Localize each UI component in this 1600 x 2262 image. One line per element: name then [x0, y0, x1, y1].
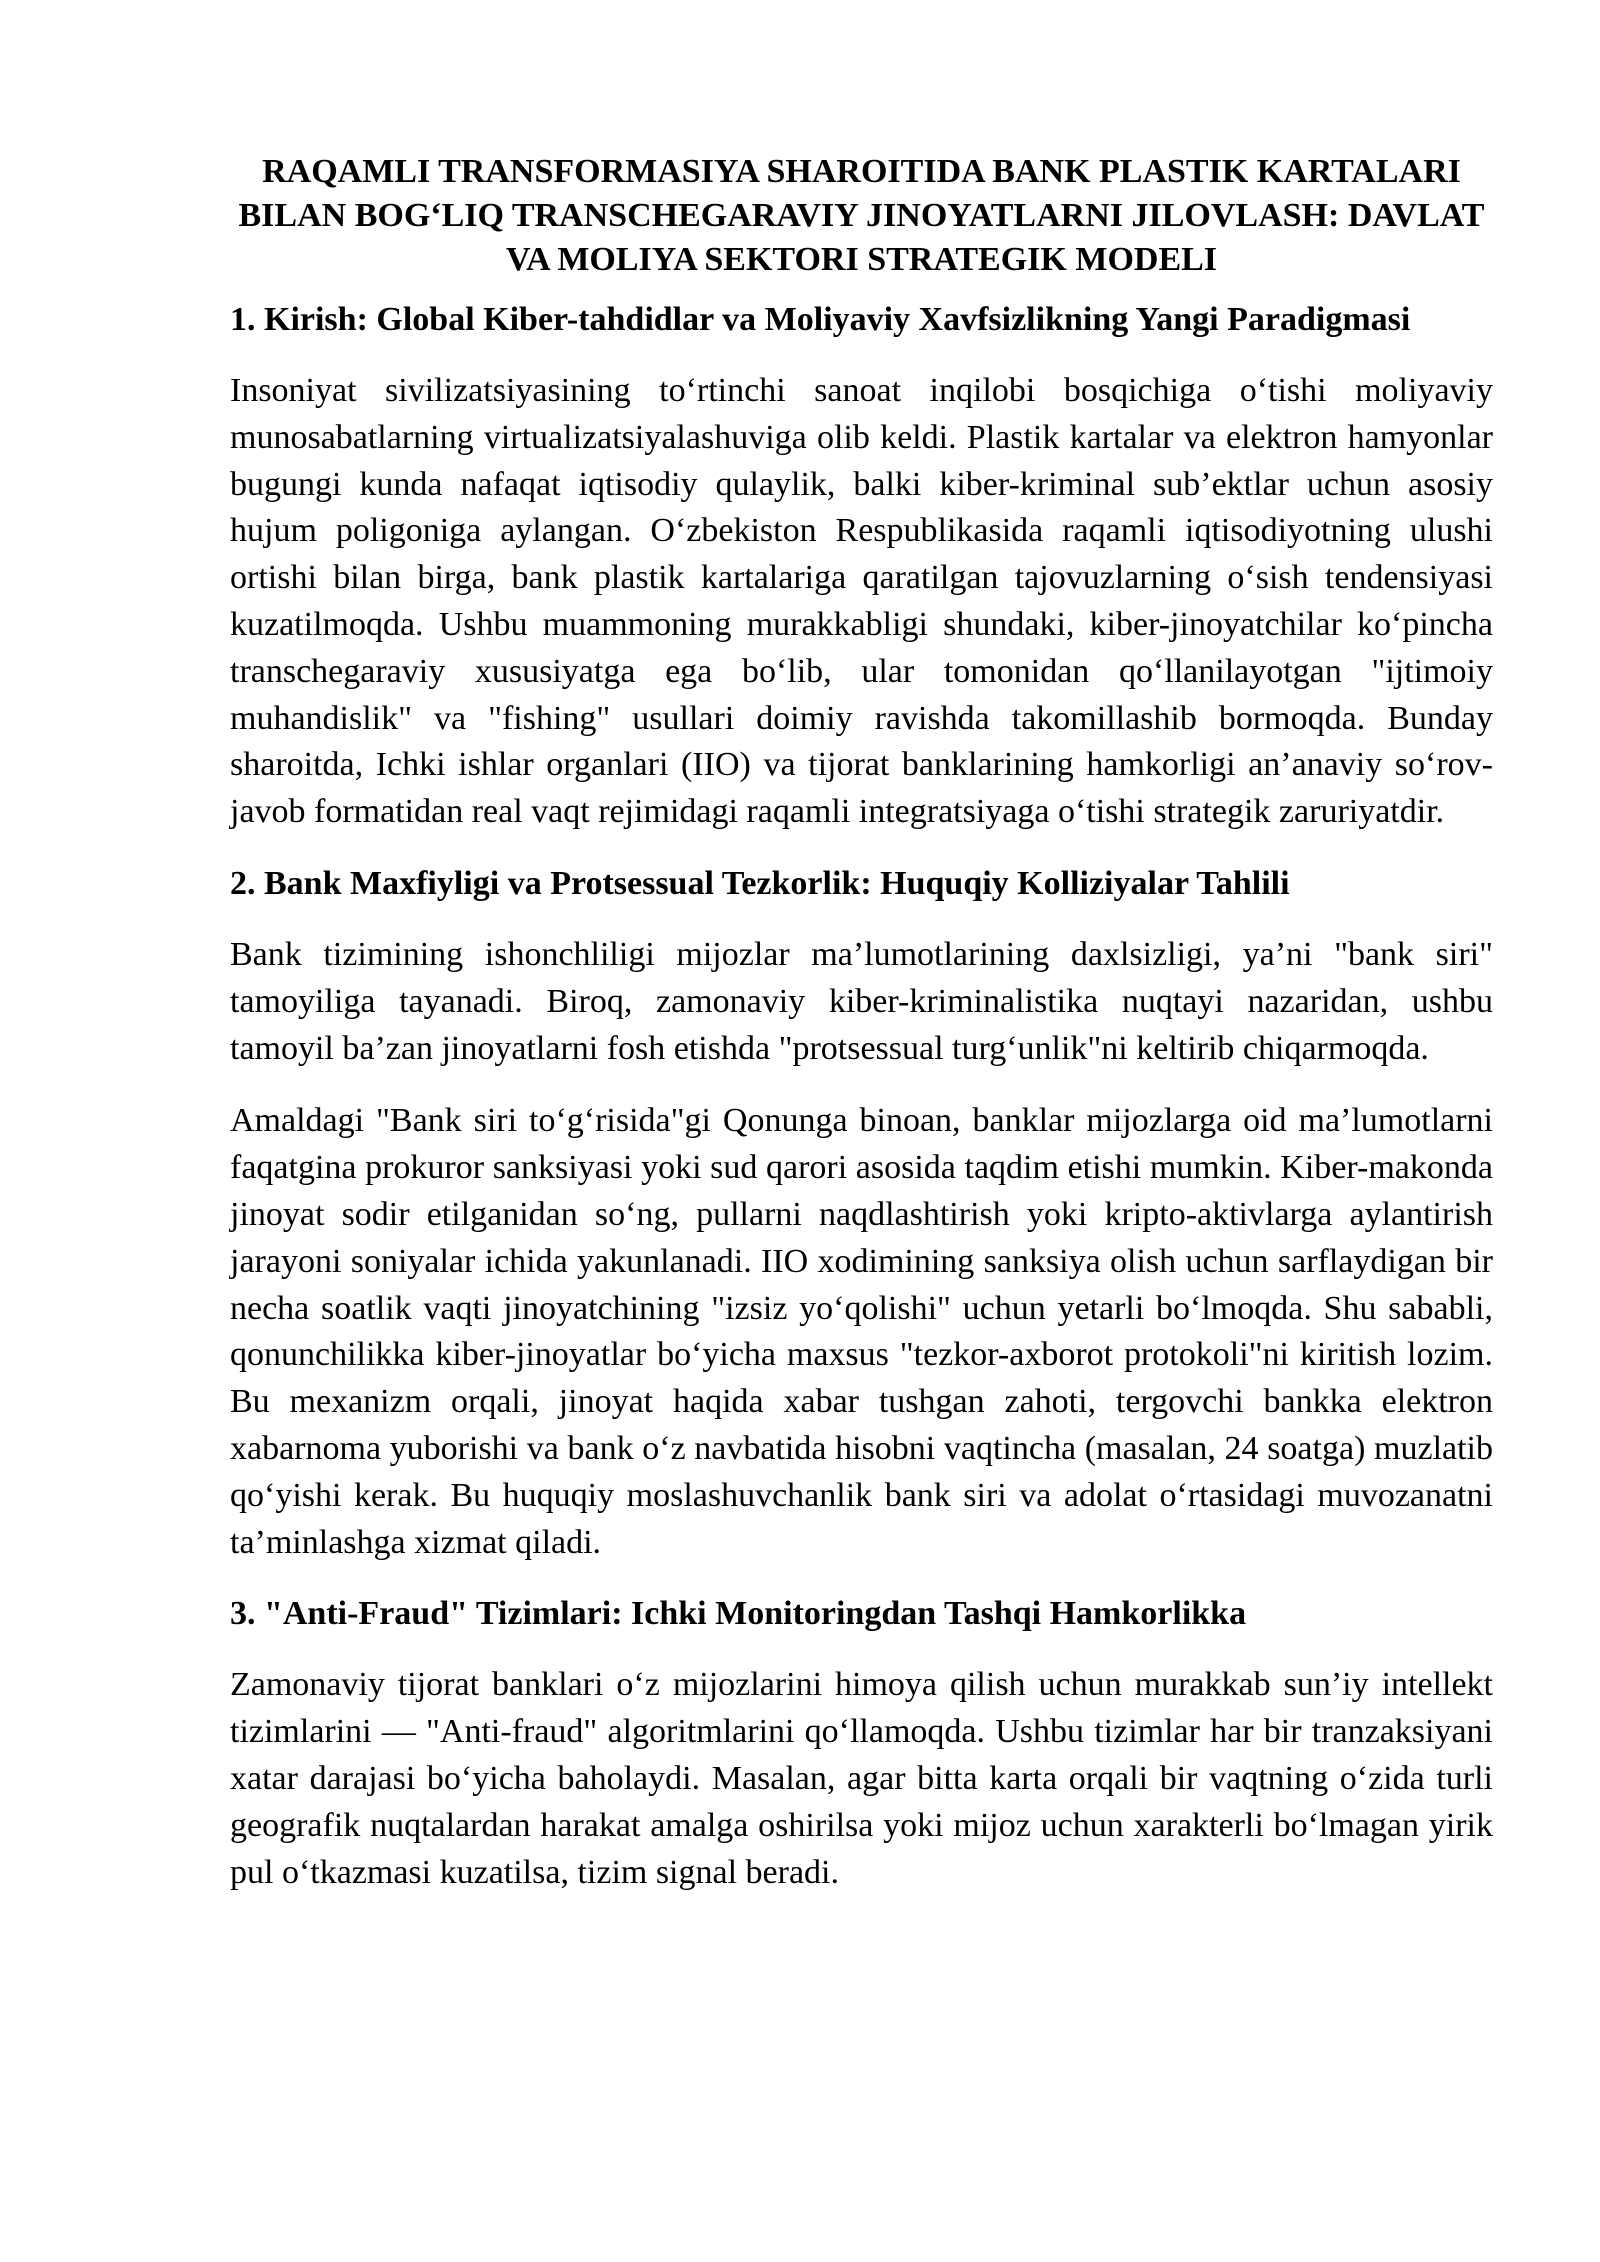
section-anti-fraud — [230, 1592, 1493, 1896]
section-heading: 1. Kirish: Global Kiber-tahdidlar va Moliyaviy Xavfsizlikning Yangi Paradigmasi — [230, 301, 1411, 338]
paragraph: Bank tizimining ishonchliligi mijozlar ma’lumotlarining daxlsizligi, ya’ni "bank siri" tamoyiliga tayanadi. Biroq, zamonaviy kiber-kriminalistika nuqtayi nazaridan, ushbu tamoyil ba’zan jinoyatlarni fosh etishda "protsessual turg‘unlik"ni keltirib chiqarmoqda. — [230, 935, 1493, 1067]
paragraph: Amaldagi "Bank siri to‘g‘risida"gi Qonunga binoan, banklar mijozlarga oid ma’lumotlarni faqatgina prokuror sanksiyasi yoki sud qarori asosida taqdim etishi mumkin. Kiber-makonda jinoyat sodir etilganidan so‘ng, pullarni naqdlashtirish yoki kripto-aktivlarga aylantirish jarayoni soniyalar ichida yakunlanadi. IIO xodimining sanksiya olish uchun sarflaydigan bir necha soatlik vaqti jinoyatchining "izsiz yo‘qolishi" uchun yetarli bo‘lmoqda. Shu sababli, qonunchilikka kiber-jinoyatlar bo‘yicha maxsus "tezkor-axborot protokoli"ni kiritish lozim. Bu mexanizm orqali, jinoyat haqida xabar tushgan zahoti, tergovchi bankka elektron xabarnoma yuborishi va bank o‘z navbatida hisobni vaqtincha (masalan, 24 soatga) muzlatib qo‘yishi kerak. Bu huquqiy moslashuvchanlik bank siri va adolat o‘rtasidagi muvozanatni ta’minlashga xizmat qiladi. — [230, 1102, 1493, 1561]
section-bank-secrecy — [230, 862, 1493, 1566]
section-introduction — [230, 298, 1493, 836]
paragraph: Zamonaviy tijorat banklari o‘z mijozlarini himoya qilish uchun murakkab sun’iy intellekt tizimlarini — "Anti-fraud" algoritmlarini qo‘llamoqda. Ushbu tizimlar har bir tranzaksiyani xatar darajasi bo‘yicha baholaydi. Masalan, agar bitta karta orqali bir vaqtning o‘zida turli geografik nuqtalardan harakat amalga oshirilsa yoki mijoz uchun xarakterli bo‘lmagan yirik pul o‘tkazmasi kuzatilsa, tizim signal beradi. — [230, 1666, 1493, 1891]
section-heading: 2. Bank Maxfiyligi va Protsessual Tezkorlik: Huquqiy Kolliziyalar Tahlili — [230, 864, 1290, 902]
paragraph: Insoniyat sivilizatsiyasining to‘rtinchi sanoat inqilobi bosqichiga o‘tishi moliyaviy munosabatlarning virtualizatsiyalashuviga olib keldi. Plastik kartalar va elektron hamyonlar bugungi kunda nafaqat iqtisodiy qulaylik, balki kiber-kriminal sub’ektlar uchun asosiy hujum poligoniga aylangan. O‘zbekiston Respublikasida raqamli iqtisodiyotning ulushi ortishi bilan birga, bank plastik kartalariga qaratilgan tajovuzlarning o‘sish tendensiyasi kuzatilmoqda. Ushbu muammoning murakkabligi shundaki, kiber-jinoyatchilar ko‘pincha transchegaraviy xususiyatga ega bo‘lib, ular tomonidan qo‘llanilayotgan "ijtimoiy muhandislik" va "fishing" usullari doimiy ravishda takomillashib bormoqda. Bunday sharoitda, Ichki ishlar organlari (IIO) va tijorat banklarining hamkorligi an’anaviy so‘rov-javob formatidan real vaqt rejimidagi raqamli integratsiyaga o‘tishi strategik zaruriyatdir. — [230, 372, 1493, 831]
document-title: RAQAMLI TRANSFORMASIYA SHAROITIDA BANK PLASTIK KARTALARI BILAN BOG‘LIQ TRANSCHEGARAVIY JINOYATLARNI JILOVLASH: DAVLAT VA MOLIYA SEKTORI STRATEGIK MODELI — [238, 153, 1485, 278]
section-heading: 3. "Anti-Fraud" Tizimlari: Ichki Monitoringdan Tashqi Hamkorlikka — [230, 1595, 1247, 1633]
document-page — [230, 150, 1493, 1922]
